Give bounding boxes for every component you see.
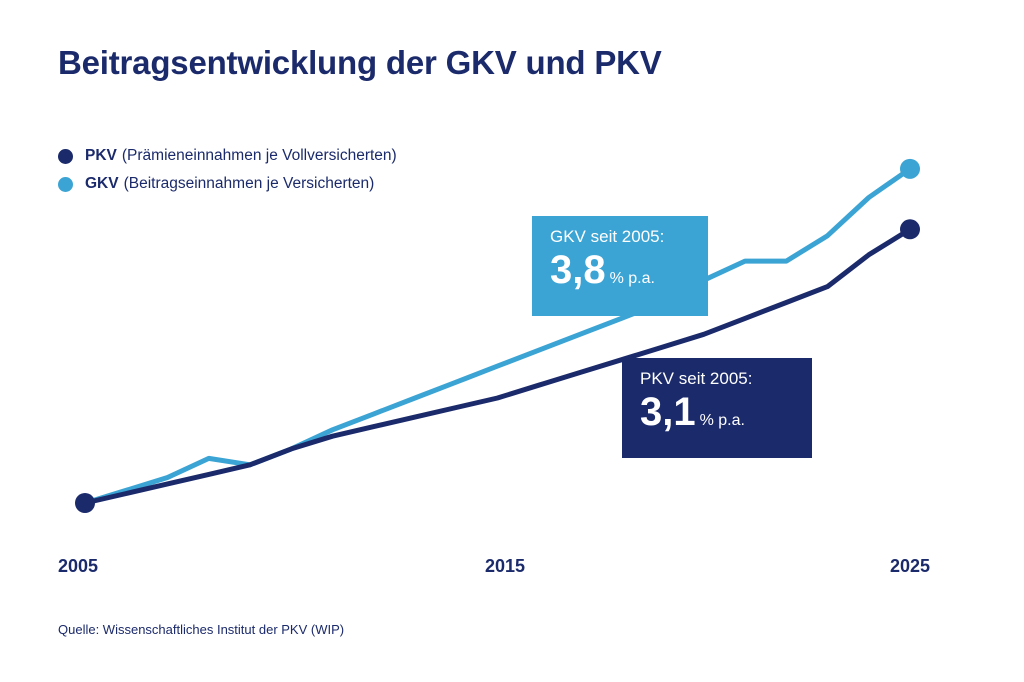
callout-gkv <box>532 216 708 316</box>
source-note: Quelle: Wissenschaftliches Institut der PKV (WIP) <box>58 622 345 637</box>
x-axis-tick-2015: 2015 <box>485 556 526 576</box>
callout-pkv <box>622 358 812 458</box>
x-axis-tick-2025: 2025 <box>890 556 931 576</box>
callout-pkv-unit: % p.a. <box>699 412 745 429</box>
legend-label-gkv: GKV <box>85 175 119 192</box>
marker-start-2005 <box>75 493 95 513</box>
callout-gkv-label: GKV seit 2005: <box>550 227 665 246</box>
callout-gkv-value: 3,8 <box>550 248 606 292</box>
callout-pkv-value: 3,1 <box>640 390 696 434</box>
callout-gkv-value-row <box>550 248 692 301</box>
legend-desc-gkv: (Beitragseinnahmen je Versicherten) <box>123 175 375 192</box>
page-title: Beitragsentwicklung der GKV und PKV <box>58 44 662 81</box>
x-axis-tick-2005: 2005 <box>58 556 99 576</box>
legend-desc-pkv: (Prämieneinnahmen je Vollversicherten) <box>121 147 397 164</box>
marker-end-pkv <box>900 219 920 239</box>
callout-pkv-value-row <box>640 390 796 443</box>
callout-pkv-label: PKV seit 2005: <box>640 369 753 388</box>
callout-gkv-unit: % p.a. <box>609 270 655 287</box>
legend-label-pkv: PKV <box>85 147 117 164</box>
marker-end-gkv <box>900 159 920 179</box>
